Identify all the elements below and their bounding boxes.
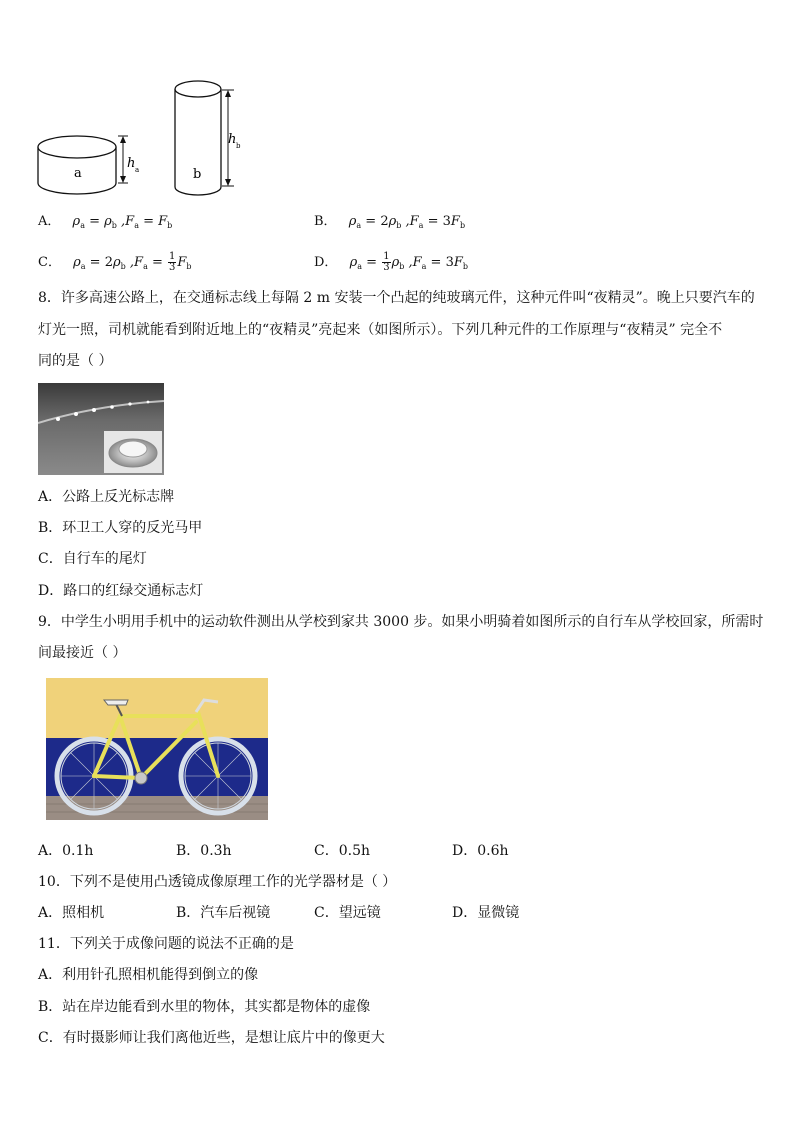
coef: 2 <box>380 214 389 229</box>
q10-option-a: A．照相机 <box>38 905 105 921</box>
option-label: D． <box>314 255 338 270</box>
option-label: A． <box>38 214 61 229</box>
height-b-arrow <box>222 90 241 186</box>
night-reflector-photo <box>38 383 164 475</box>
q11-stem: 11．下列关于成像问题的说法不正确的是 <box>38 936 294 952</box>
coef: 2 <box>104 255 113 270</box>
q7-option-a: A． $\rho_a = \rho_b$ $,F_a = F_b$ <box>38 214 173 230</box>
q11-option-a: A．利用针孔照相机能得到倒立的像 <box>38 967 259 983</box>
coef: 3 <box>445 255 454 270</box>
q9-stem-line-2: 间最接近（ ） <box>38 645 127 661</box>
height-b-sub: b <box>236 142 241 150</box>
q11-option-b: B．站在岸边能看到水里的物体，其实都是物体的虚像 <box>38 999 371 1015</box>
q8-stem-line-2: 灯光一照，司机就能看到附近地上的“夜精灵”亮起来（如图所示）。下列几种元件的工作原理与“夜精灵” 完全不 <box>38 322 723 338</box>
q10-option-c: C．望远镜 <box>314 905 381 921</box>
fraction: $\frac{1}{3}$ <box>169 251 176 273</box>
q9-option-d: D．0.6h <box>452 843 509 859</box>
q9-stem-line-1: 9．中学生小明用手机中的运动软件测出从学校到家共 3000 步。如果小明骑着如图所示的自行车从学校回家，所需时 <box>38 614 764 630</box>
cylinder-b <box>175 81 221 195</box>
height-a-arrow <box>118 136 139 183</box>
q8-option-a: A．公路上反光标志牌 <box>38 489 175 505</box>
q10-stem: 10．下列不是使用凸透镜成像原理工作的光学器材是（ ） <box>38 874 397 890</box>
q8-option-d: D．路口的红绿交通标志灯 <box>38 583 204 599</box>
cylinder-b-label: b <box>193 167 202 182</box>
q7-option-b: B． $\rho_a = 2\rho_b$ $,F_a = 3F_b$ <box>314 214 466 230</box>
coef: 3 <box>442 214 451 229</box>
height-a-label: h <box>127 156 136 171</box>
height-a-sub: a <box>135 166 140 174</box>
option-label: C． <box>38 255 61 270</box>
cylinders-figure <box>30 75 260 205</box>
q11-option-c: C．有时摄影师让我们离他近些，是想让底片中的像更大 <box>38 1030 385 1046</box>
q9-option-c: C．0.5h <box>314 843 370 859</box>
option-label: B． <box>314 214 337 229</box>
q8-stem-line-3: 同的是（ ） <box>38 353 113 369</box>
fraction: $\frac{1}{3}$ <box>383 251 390 273</box>
q9-option-a: A．0.1h <box>38 843 94 859</box>
q10-option-d: D．显微镜 <box>452 905 520 921</box>
cylinder-a <box>38 136 116 194</box>
bicycle-photo <box>46 678 268 820</box>
q10-option-b: B．汽车后视镜 <box>176 905 271 921</box>
q8-stem-line-1: 8．许多高速公路上，在交通标志线上每隔 2 m 安装一个凸起的纯玻璃元件，这种元件叫“夜精灵”。晚上只要汽车的 <box>38 290 755 306</box>
q7-option-d: D． $\rho_a$ = $\frac{1}{3}$ $\rho_b$ $,F_a = 3F_b$ <box>314 251 469 273</box>
height-b-label: h <box>228 132 237 147</box>
cylinder-a-label: a <box>74 166 82 181</box>
q9-option-b: B．0.3h <box>176 843 232 859</box>
q7-option-c: C． $\rho_a = 2\rho_b$ $,F_a$ = $\frac{1}{3}$ $F_b$ <box>38 251 192 273</box>
q8-option-c: C．自行车的尾灯 <box>38 551 147 567</box>
q8-option-b: B．环卫工人穿的反光马甲 <box>38 520 203 536</box>
